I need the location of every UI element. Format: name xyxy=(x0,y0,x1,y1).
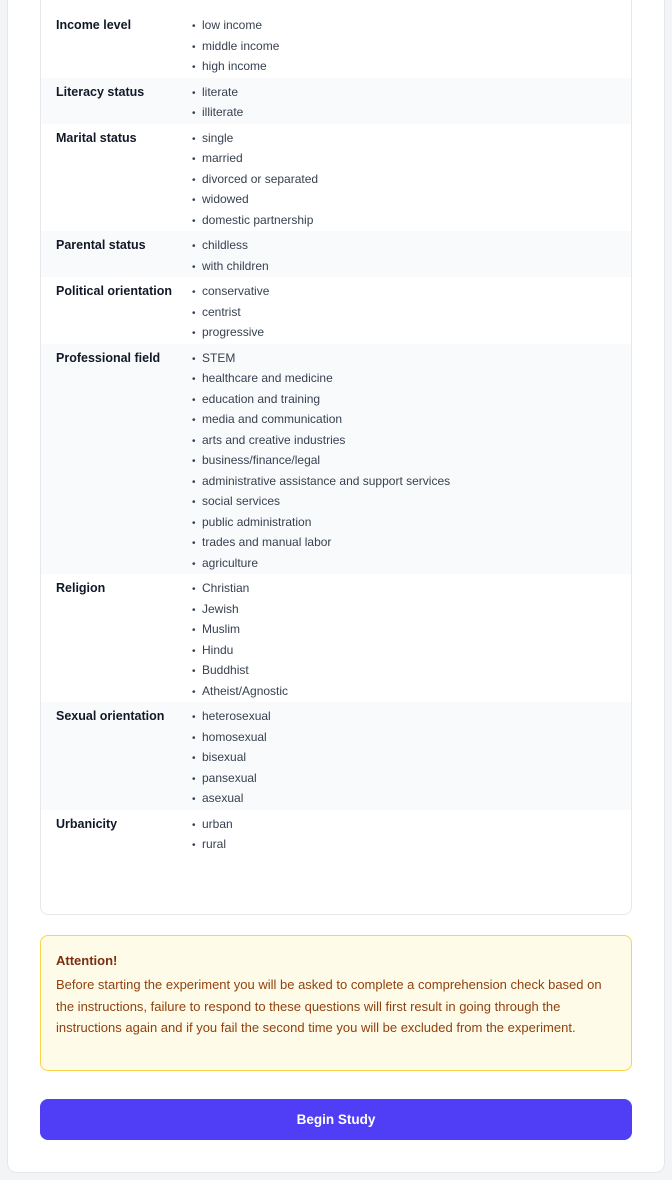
list-item: • bisexual xyxy=(192,748,271,769)
bullet-icon: • xyxy=(192,87,196,99)
attention-title: Attention! xyxy=(56,953,118,968)
list-item: • literate xyxy=(192,83,243,104)
list-item: • media and communication xyxy=(192,410,450,431)
category-label: Urbanicity xyxy=(56,816,118,831)
begin-study-button[interactable]: Begin Study xyxy=(40,1099,632,1140)
table-row xyxy=(41,231,631,277)
table-row xyxy=(41,574,631,702)
bullet-icon: • xyxy=(192,435,196,447)
bullet-icon: • xyxy=(192,476,196,488)
category-options xyxy=(192,11,279,78)
category-options xyxy=(192,124,318,232)
list-item: • STEM xyxy=(192,349,450,370)
list-item: • heterosexual xyxy=(192,707,271,728)
category-options xyxy=(192,344,450,575)
list-item: • administrative assistance and support services xyxy=(192,472,450,493)
list-item: • Buddhist xyxy=(192,661,288,682)
category-options xyxy=(192,231,269,277)
list-item: • low income xyxy=(192,16,279,37)
list-item: • domestic partnership xyxy=(192,211,318,232)
category-label: Religion xyxy=(56,581,106,595)
list-item: • asexual xyxy=(192,789,271,810)
table-row xyxy=(41,78,631,124)
list-item: • education and training xyxy=(192,390,450,411)
list-item: • centrist xyxy=(192,303,269,324)
list-item: • Muslim xyxy=(192,620,288,641)
bullet-icon: • xyxy=(192,195,196,206)
bullet-icon: • xyxy=(192,62,196,73)
bullet-icon: • xyxy=(192,773,196,785)
table-row-partial xyxy=(41,0,631,11)
list-item: • pansexual xyxy=(192,769,271,790)
bullet-icon: • xyxy=(192,374,196,385)
bullet-icon: • xyxy=(192,287,196,298)
category-options xyxy=(192,702,271,810)
list-item: • Hindu xyxy=(192,641,288,662)
bullet-icon: • xyxy=(192,394,196,406)
table-row xyxy=(41,277,631,344)
category-label: Income level xyxy=(56,18,132,32)
category-options xyxy=(192,574,288,702)
attention-notice xyxy=(40,935,632,1071)
category-options xyxy=(192,810,233,856)
bullet-icon: • xyxy=(192,517,196,529)
table-row xyxy=(41,344,631,575)
bullet-icon: • xyxy=(192,686,196,698)
list-item: • Christian xyxy=(192,579,288,600)
list-item: • public administration xyxy=(192,513,450,534)
list-item: • homosexual xyxy=(192,728,271,749)
bullet-icon: • xyxy=(192,108,196,119)
category-label: Sexual orientation xyxy=(56,709,165,723)
bullet-icon: • xyxy=(192,840,196,851)
attention-body: Before starting the experiment you will be asked to complete a comprehension check based on the instructions, failure to respond to these questions will first result in going through the instructions again and if you fail the second time you will be excluded from the experiment. xyxy=(56,977,602,1035)
table-row xyxy=(41,810,631,856)
bullet-icon: • xyxy=(192,415,196,426)
list-item: • healthcare and medicine xyxy=(192,369,450,390)
category-label: Political orientation xyxy=(56,284,172,298)
bullet-icon: • xyxy=(192,645,196,657)
category-options xyxy=(192,78,243,124)
category-label: Parental status xyxy=(56,238,146,252)
list-item: • arts and creative industries xyxy=(192,431,450,452)
list-item: • childless xyxy=(192,236,269,257)
list-item: • Jewish xyxy=(192,600,288,621)
list-item: • rural xyxy=(192,835,233,856)
bullet-icon: • xyxy=(192,353,196,365)
bullet-icon: • xyxy=(192,307,196,319)
list-item: • widowed xyxy=(192,190,318,211)
list-item: • conservative xyxy=(192,282,269,303)
list-item: • single xyxy=(192,129,318,150)
bullet-icon: • xyxy=(192,41,196,53)
list-item: • Atheist/Agnostic xyxy=(192,682,288,703)
bullet-icon: • xyxy=(192,712,196,723)
category-label: Professional field xyxy=(56,350,161,365)
demographic-categories-table xyxy=(40,0,632,915)
bullet-icon: • xyxy=(192,21,196,32)
list-item: • business/finance/legal xyxy=(192,451,450,472)
bullet-icon: • xyxy=(192,625,196,636)
bullet-icon: • xyxy=(192,558,196,570)
bullet-icon: • xyxy=(192,456,196,467)
bullet-icon: • xyxy=(192,261,196,273)
bullet-icon: • xyxy=(192,666,196,677)
list-item: • urban xyxy=(192,815,233,836)
list-item: • middle income xyxy=(192,37,279,58)
list-item: • illiterate xyxy=(192,103,243,124)
list-item: • agriculture xyxy=(192,554,450,575)
bullet-icon: • xyxy=(192,794,196,805)
bullet-icon: • xyxy=(192,584,196,595)
list-item: • progressive xyxy=(192,323,269,344)
category-options xyxy=(192,277,269,344)
bullet-icon: • xyxy=(192,497,196,508)
bullet-icon: • xyxy=(192,241,196,252)
list-item: • trades and manual labor xyxy=(192,533,450,554)
bullet-icon: • xyxy=(192,133,196,145)
list-item: • social services xyxy=(192,492,450,513)
bullet-icon: • xyxy=(192,753,196,764)
bullet-icon: • xyxy=(192,328,196,339)
bullet-icon: • xyxy=(192,174,196,186)
table-row xyxy=(41,11,631,78)
list-item: • married xyxy=(192,149,318,170)
bullet-icon: • xyxy=(192,154,196,165)
bullet-icon: • xyxy=(192,215,196,227)
table-row xyxy=(41,124,631,232)
list-item: • high income xyxy=(192,57,279,78)
list-item: • with children xyxy=(192,257,269,278)
list-item: • divorced or separated xyxy=(192,170,318,191)
bullet-icon: • xyxy=(192,732,196,744)
category-label: Literacy status xyxy=(56,84,145,99)
bullet-icon: • xyxy=(192,538,196,549)
bullet-icon: • xyxy=(192,819,196,831)
category-label: Marital status xyxy=(56,130,137,145)
bullet-icon: • xyxy=(192,604,196,616)
table-row xyxy=(41,702,631,810)
